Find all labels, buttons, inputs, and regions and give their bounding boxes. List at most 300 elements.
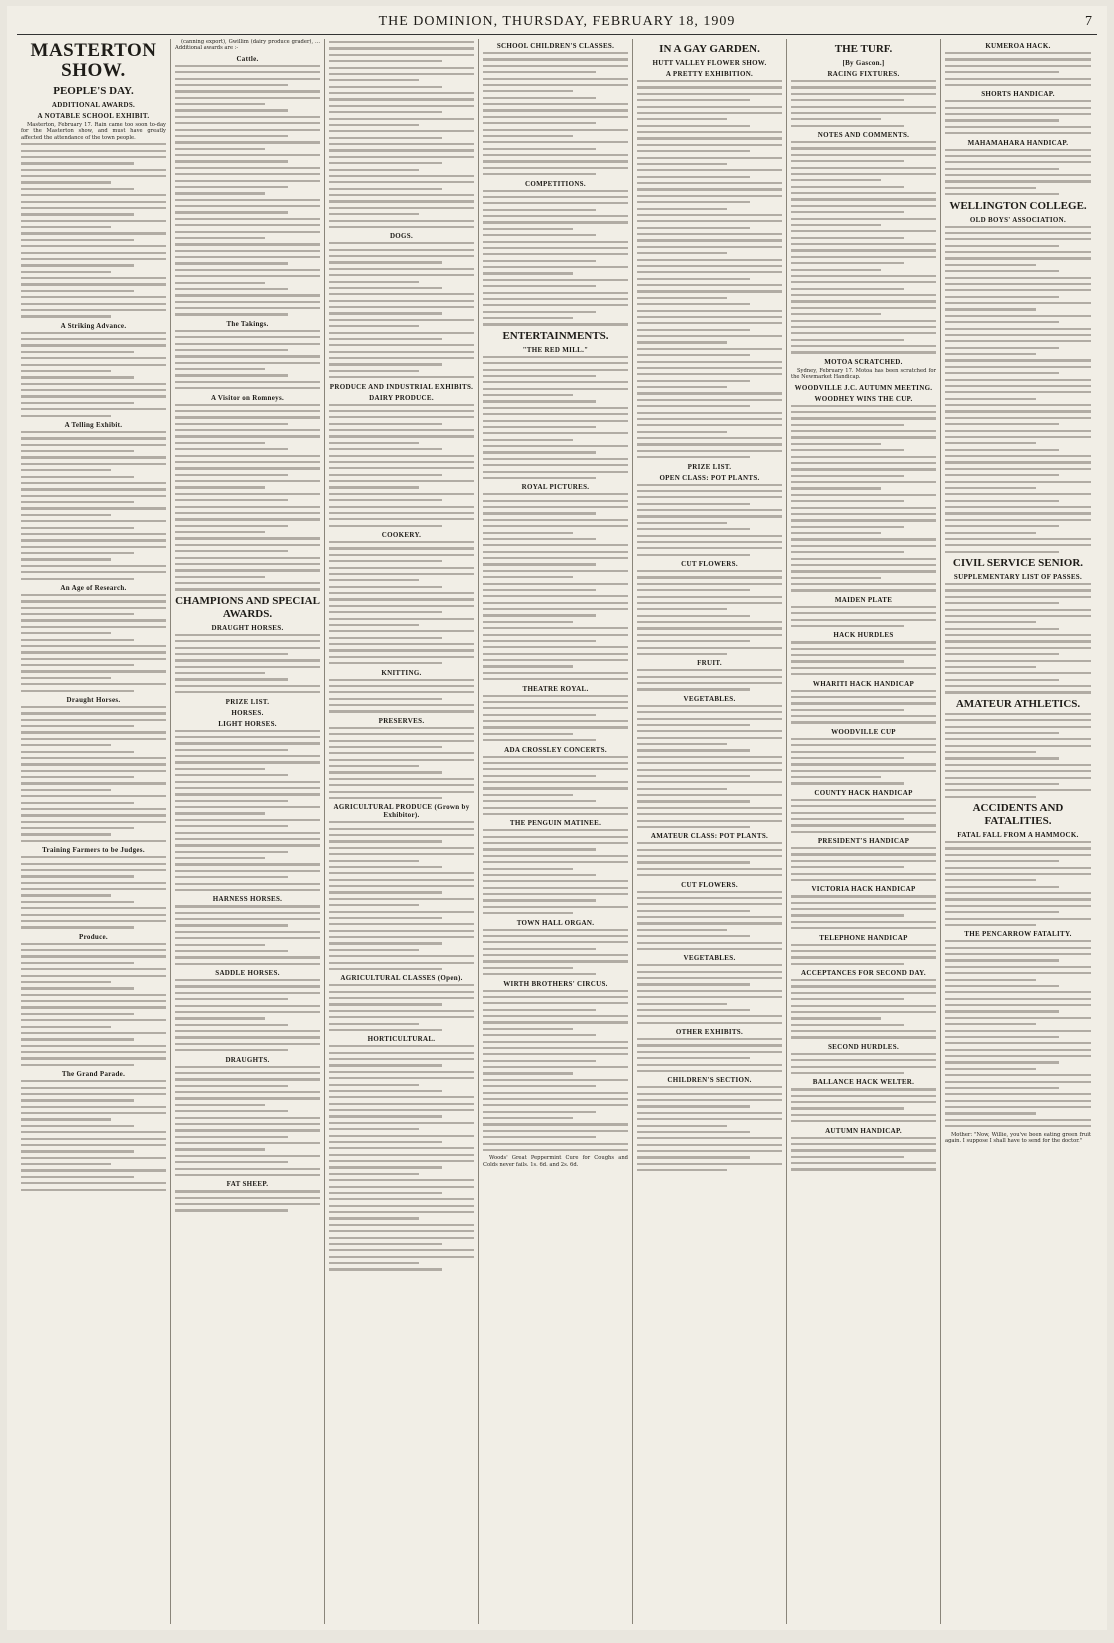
text-block [329, 404, 474, 527]
text-line [175, 889, 320, 891]
text-line [21, 670, 166, 672]
text-block [637, 484, 782, 556]
text-line [637, 303, 750, 305]
text-line [945, 353, 1036, 355]
text-line [329, 791, 474, 793]
text-line [945, 455, 1091, 457]
text-line [175, 1005, 320, 1007]
text-line [637, 239, 782, 241]
text-block [637, 964, 782, 1024]
text-line [483, 272, 573, 274]
text-line [21, 632, 111, 634]
text-line [945, 519, 1091, 521]
sub-heading: CUT FLOWERS. [681, 880, 738, 889]
text-line [329, 137, 442, 139]
text-line [21, 789, 111, 791]
text-line [637, 1169, 727, 1171]
text-line [175, 387, 320, 389]
text-line [637, 897, 782, 899]
text-line [21, 651, 166, 653]
text-line [329, 840, 442, 842]
text-line [329, 376, 474, 378]
text-line [329, 656, 474, 658]
text-line [175, 109, 288, 111]
text-line [21, 162, 134, 164]
text-line [791, 179, 881, 181]
text-line [945, 180, 1091, 182]
text-line [329, 1243, 442, 1245]
text-line [945, 500, 1059, 502]
text-line [483, 369, 628, 371]
sub-heading: RACING FIXTURES. [827, 70, 900, 78]
text-line [175, 355, 320, 357]
text-line [637, 1093, 782, 1095]
text-line [175, 963, 320, 965]
text-line [637, 290, 782, 292]
text-line [175, 832, 320, 834]
text-line [329, 351, 474, 353]
text-line [175, 1148, 265, 1150]
text-block [21, 1080, 166, 1191]
text-line [791, 818, 904, 820]
text-line [21, 444, 166, 446]
text-line [329, 778, 474, 780]
text-line [21, 1099, 134, 1101]
text-line [21, 1125, 134, 1127]
text-line [21, 626, 166, 628]
text-line [791, 186, 904, 188]
text-line [791, 1107, 904, 1109]
text-line [791, 873, 936, 875]
text-line [791, 294, 936, 296]
text-line [329, 92, 474, 94]
text-line [21, 357, 166, 359]
text-line [21, 664, 134, 666]
text-line [21, 188, 134, 190]
text-line [945, 847, 1091, 849]
text-line [945, 264, 1036, 266]
text-line [21, 1051, 166, 1053]
text-line [637, 125, 750, 127]
text-line [637, 983, 750, 985]
text-line [21, 450, 134, 452]
text-line [21, 981, 111, 983]
text-line [483, 426, 596, 428]
text-block [637, 1086, 782, 1171]
text-line [175, 129, 320, 131]
text-line [329, 506, 474, 508]
text-line [945, 449, 1059, 451]
text-line [175, 550, 288, 552]
text-line [329, 274, 474, 276]
text-line [637, 1003, 727, 1005]
text-line [483, 1072, 573, 1074]
text-line [21, 1087, 166, 1089]
text-line [21, 520, 166, 522]
text-line [175, 838, 320, 840]
text-line [637, 431, 727, 433]
text-line [21, 181, 111, 183]
text-line [945, 289, 1091, 291]
text-line [637, 596, 782, 598]
text-line [21, 1157, 166, 1159]
text-line [483, 1041, 628, 1043]
text-line [329, 105, 474, 107]
text-line [791, 417, 936, 419]
text-line [483, 525, 628, 527]
text-line [175, 1024, 288, 1026]
text-line [483, 160, 628, 162]
text-line [175, 730, 320, 732]
text-line [21, 488, 166, 490]
text-line [329, 746, 442, 748]
text-line [791, 776, 881, 778]
text-line [791, 1017, 881, 1019]
text-line [945, 719, 1091, 721]
text-line [329, 1198, 474, 1200]
text-line [329, 1166, 442, 1168]
text-line [791, 481, 936, 483]
text-line [329, 435, 474, 437]
text-line [21, 1106, 166, 1108]
text-line [329, 41, 474, 43]
text-line [21, 875, 134, 877]
text-line [175, 186, 288, 188]
text-line [791, 86, 936, 88]
text-line [21, 571, 166, 573]
sub-heading: MAHAMAHARA HANDICAP. [967, 138, 1069, 147]
text-block [175, 404, 320, 591]
text-line [483, 855, 628, 857]
text-line [791, 532, 881, 534]
text-line [175, 870, 320, 872]
text-line [175, 199, 320, 201]
text-block [483, 829, 628, 914]
text-line [791, 456, 936, 458]
text-line [945, 940, 1091, 942]
text-line [21, 907, 166, 909]
text-line [637, 948, 782, 950]
text-line [945, 174, 1091, 176]
text-line [791, 326, 936, 328]
text-line [329, 759, 474, 761]
text-block [175, 905, 320, 965]
text-line [21, 863, 166, 865]
text-line [791, 860, 936, 862]
text-line [21, 309, 166, 311]
sub-heading: WOODVILLE J.C. AUTUMN MEETING. [794, 383, 933, 392]
text-line [329, 879, 474, 881]
sub-heading: KUMEROA HACK. [985, 42, 1051, 50]
text-block [637, 705, 782, 828]
text-line [483, 129, 628, 131]
text-line [175, 410, 320, 412]
text-line [637, 724, 750, 726]
text-line [945, 65, 1091, 67]
text-line [329, 904, 419, 906]
sub-heading: Produce. [79, 932, 108, 941]
text-line [791, 770, 936, 772]
text-line [791, 1066, 936, 1068]
text-line [791, 218, 936, 220]
text-line [637, 208, 727, 210]
masthead [17, 14, 1097, 35]
text-line [483, 292, 628, 294]
text-block [637, 669, 782, 690]
text-line [483, 196, 628, 198]
text-line [483, 215, 628, 217]
text-line [329, 1192, 442, 1194]
text-block [175, 634, 320, 694]
text-line [21, 264, 134, 266]
text-line [21, 546, 166, 548]
text-line [945, 953, 1091, 955]
text-block [483, 929, 628, 976]
text-line [637, 456, 750, 458]
text-line [21, 175, 166, 177]
text-line [637, 971, 782, 973]
text-line [791, 831, 936, 833]
text-line [483, 659, 628, 661]
text-line [945, 58, 1091, 60]
text-line [791, 667, 936, 669]
text-line [175, 301, 320, 303]
text-line [483, 973, 596, 975]
text-line [945, 132, 1091, 134]
column-3 [325, 39, 479, 1624]
text-line [175, 1097, 320, 1099]
text-line [945, 1081, 1091, 1083]
text-line [175, 518, 320, 520]
text-line [483, 78, 628, 80]
text-line [21, 683, 166, 685]
sub-heading: A NOTABLE SCHOOL EXHIBIT. [37, 112, 150, 120]
text-line [21, 731, 166, 733]
text-line [175, 640, 320, 642]
sub-heading: OTHER EXHIBITS. [675, 1028, 744, 1036]
sub-heading: Training Farmers to be Judges. [42, 846, 145, 855]
sub-heading: Draught Horses. [66, 695, 121, 704]
text-line [21, 1182, 166, 1184]
text-line [791, 424, 904, 426]
text-line [945, 947, 1091, 949]
sub-heading: A Visitor on Romneys. [210, 393, 285, 402]
text-line [175, 1104, 265, 1106]
text-line [329, 885, 474, 887]
text-line [21, 677, 111, 679]
text-line [329, 357, 474, 359]
text-block [483, 356, 628, 479]
text-line [637, 233, 782, 235]
sub-heading: AGRICULTURAL CLASSES (Open). [340, 974, 463, 983]
text-line [329, 740, 474, 742]
text-line [637, 195, 782, 197]
text-line [21, 156, 166, 158]
text-line [175, 1197, 320, 1199]
sub-heading: HUTT VALLEY FLOWER SHOW. [652, 59, 767, 67]
text-line [175, 218, 320, 220]
section-heading: ENTERTAINMENTS. [502, 329, 609, 342]
text-line [329, 930, 474, 932]
text-line [637, 1131, 750, 1133]
text-line [175, 103, 265, 105]
sub-heading: AMATEUR CLASS: POT PLANTS. [650, 832, 769, 841]
text-line [637, 1118, 782, 1120]
text-line [945, 621, 1036, 623]
text-line [945, 998, 1091, 1000]
text-line [483, 781, 628, 783]
text-line [637, 1144, 782, 1146]
text-line [483, 551, 628, 553]
text-line [329, 1217, 419, 1219]
text-line [483, 627, 628, 629]
text-line [483, 941, 628, 943]
text-line [483, 432, 628, 434]
text-line [329, 605, 474, 607]
text-line [791, 641, 936, 643]
text-line [945, 796, 1036, 798]
text-line [791, 513, 936, 515]
text-line [175, 1011, 320, 1013]
text-line [637, 188, 782, 190]
text-block [329, 984, 474, 1031]
text-line [945, 1030, 1091, 1032]
text-line [637, 788, 727, 790]
text-line [791, 577, 881, 579]
text-line [637, 437, 782, 439]
text-line [637, 246, 782, 248]
text-block [791, 847, 936, 881]
text-line [483, 583, 628, 585]
text-line [791, 411, 936, 413]
text-line [637, 278, 750, 280]
text-line [637, 874, 782, 876]
sub-heading: WOODVILLE CUP [831, 727, 896, 736]
text-line [483, 451, 596, 453]
text-line [637, 528, 750, 530]
text-line [945, 245, 1059, 247]
text-block [791, 895, 936, 929]
text-line [483, 221, 628, 223]
text-line [791, 583, 936, 585]
text-line [483, 1079, 628, 1081]
text-line [945, 366, 1091, 368]
text-line [175, 1117, 320, 1119]
text-block [483, 756, 628, 816]
text-line [791, 147, 936, 149]
paragraph: Woods' Great Peppermint Cure for Coughs and Colds never fails. 1s. 6d. and 2s. 6d. [483, 1155, 628, 1168]
sub-heading: PRESIDENT'S HANDICAP [817, 837, 910, 846]
text-line [175, 588, 320, 590]
text-line [637, 348, 782, 350]
text-line [175, 116, 320, 118]
text-line [637, 220, 782, 222]
sub-heading: OLD BOYS' ASSOCIATION. [969, 215, 1067, 224]
sub-heading: PRESERVES. [378, 716, 425, 725]
text-line [791, 93, 936, 95]
text-line [945, 991, 1091, 993]
text-line [483, 996, 628, 998]
text-line [21, 370, 111, 372]
text-line [21, 795, 166, 797]
text-block [483, 990, 628, 1152]
text-line [329, 554, 474, 556]
text-line [791, 1168, 936, 1170]
text-line [791, 950, 936, 952]
text-line [175, 512, 320, 514]
text-line [483, 678, 628, 680]
text-line [791, 243, 936, 245]
text-line [637, 990, 782, 992]
text-line [21, 1006, 166, 1008]
text-line [175, 493, 320, 495]
sub-heading: MAIDEN PLATE [834, 595, 893, 604]
text-line [329, 1010, 474, 1012]
text-line [483, 356, 628, 358]
text-line [483, 563, 596, 565]
text-line [175, 749, 288, 751]
text-line [483, 1098, 628, 1100]
text-line [483, 1149, 628, 1151]
text-line [329, 1154, 474, 1156]
text-block [637, 842, 782, 876]
text-line [21, 827, 134, 829]
text-line [945, 1049, 1091, 1051]
sub-heading: PRIZE LIST. [687, 462, 732, 471]
sub-heading: WOODHEY WINS THE CUP. [814, 394, 913, 403]
text-line [791, 715, 936, 717]
text-line [21, 431, 166, 433]
text-line [483, 935, 628, 937]
text-block [329, 727, 474, 799]
text-line [791, 1011, 936, 1013]
text-line [21, 725, 134, 727]
text-line [21, 962, 134, 964]
text-line [21, 565, 166, 567]
text-line [329, 860, 419, 862]
text-block [791, 1137, 936, 1171]
text-block [175, 730, 320, 892]
text-line [791, 902, 936, 904]
text-line [21, 277, 166, 279]
text-line [791, 799, 936, 801]
text-line [637, 515, 782, 517]
text-line [483, 71, 596, 73]
section-heading: CIVIL SERVICE SENIOR. [952, 557, 1084, 569]
sub-heading: SECOND HURDLES. [827, 1042, 899, 1051]
paragraph: Masterton, February 17. Rain came too soon to-day for the Masterton show, and must have greatly affected the attendance of the town people. [21, 122, 166, 141]
text-line [945, 726, 1091, 728]
text-line [21, 1026, 111, 1028]
text-line [483, 1028, 573, 1030]
text-line [945, 647, 1091, 649]
text-line [175, 812, 265, 814]
text-line [637, 1015, 782, 1017]
text-line [329, 567, 474, 569]
newspaper-page [7, 6, 1107, 1630]
text-line [21, 395, 166, 397]
text-line [21, 856, 166, 858]
text-block [175, 1190, 320, 1211]
text-line [21, 283, 166, 285]
text-line [791, 1114, 936, 1116]
text-line [329, 733, 474, 735]
text-line [175, 499, 288, 501]
text-line [637, 842, 782, 844]
text-line [945, 892, 1091, 894]
text-line [329, 662, 442, 664]
text-line [329, 86, 442, 88]
